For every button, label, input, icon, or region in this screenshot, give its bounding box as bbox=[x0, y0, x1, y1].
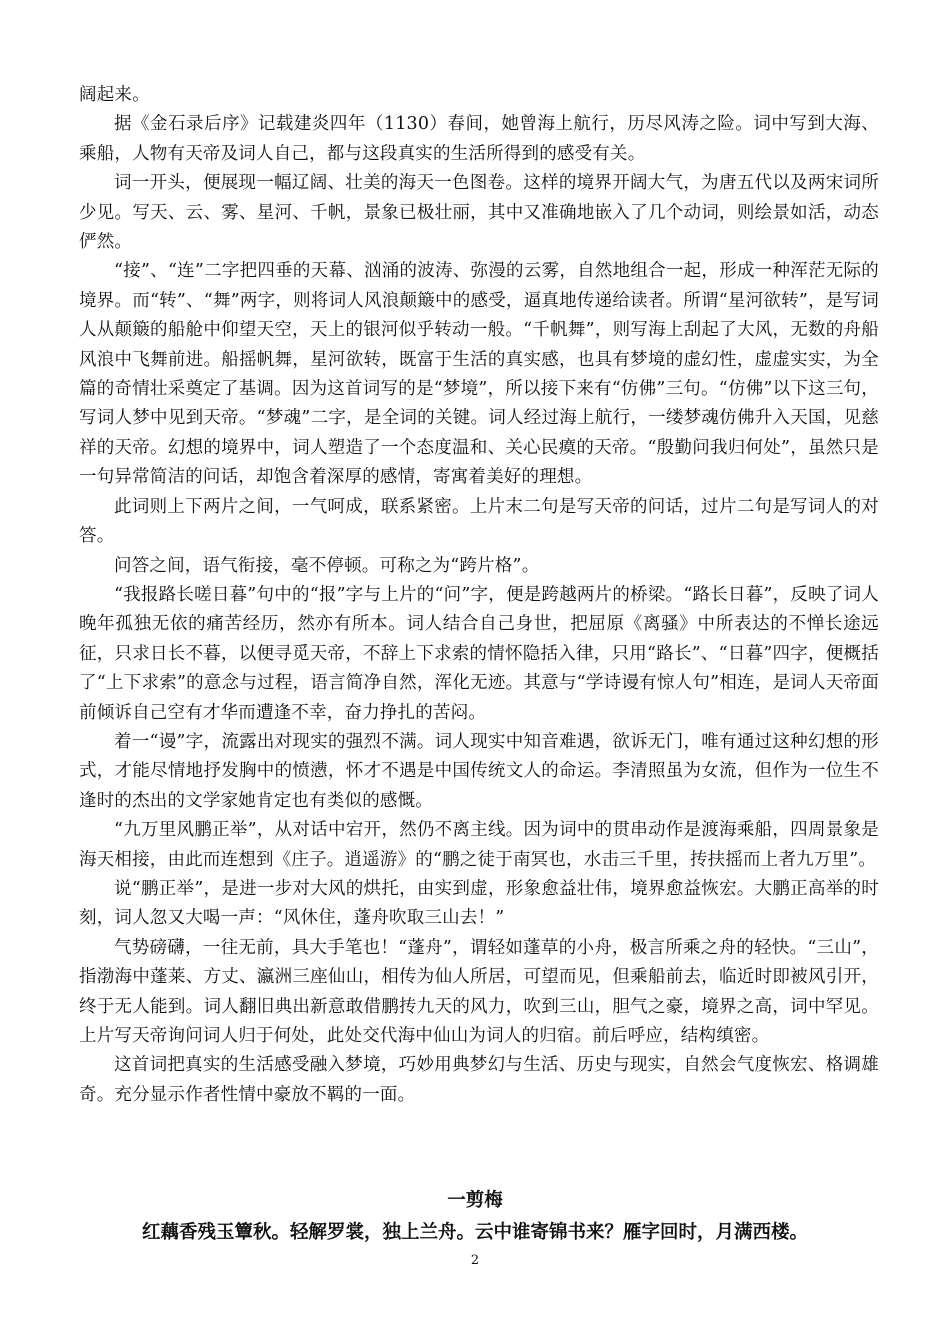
paragraph-two-halves: 此词则上下两片之间，一气呵成，联系紧密。上片末二句是写天帝的问话，过片二句是写词人的对答。 bbox=[79, 496, 879, 547]
paragraph-opening: 词一开头，便展现一幅辽阔、壮美的海天一色图卷。这样的境界开阔大气，为唐五代以及两宋词所少见。写天、云、雾、星河、千帆，景象已极壮丽，其中又准确地嵌入了几个动词，则绘景如活，动态俨然。 bbox=[79, 173, 879, 253]
paragraph-lu-chang: “我报路长嗟日暮”句中的“报”字与上片的“问”字，便是跨越两片的桥梁。“路长日暮”，反映了词人晚年孤独无依的痛苦经历，然亦有所本。词人结合自己身世，把屈原《离骚》中所表达的不惮长途远征，只求日长不暮，以便寻觅天帝，不辞上下求索的情怀隐括入律，只用“路长”、“日暮”四字，便概括了“上下求索”的意念与过程，语言简净自然，浑化无迹。其意与“学诗谩有惊人句”相连，是词人天帝面前倾诉自己空有才华而遭逢不幸，奋力挣扎的苦闷。 bbox=[79, 584, 879, 723]
poem-title: 一剪梅 bbox=[447, 1190, 503, 1211]
page-number: 2 bbox=[470, 1253, 480, 1268]
paragraph-man: 着一“谩”字，流露出对现实的强烈不满。词人现实中知音难遇，欲诉无门，唯有通过这种幻想的形式，才能尽情地抒发胸中的愤懑，怀才不遇是中国传统文人的命运。李清照虽为女流，但作为一位生不逢时的杰出的文学家她肯定也有类似的感慨。 bbox=[79, 731, 879, 811]
paragraph-conclusion: 这首词把真实的生活感受融入梦境，巧妙用典梦幻与生活、历史与现实，自然会气度恢宏、格调雄奇。充分显示作者性情中豪放不羁的一面。 bbox=[79, 1055, 879, 1105]
paragraph-jinshilu: 据《金石录后序》记载建炎四年（1130）春间，她曾海上航行，历尽风涛之险。词中写到大海、乘船，人物有天帝及词人自己，都与这段真实的生活所得到的感受有关。 bbox=[79, 114, 879, 164]
document-body bbox=[79, 81, 879, 1110]
paragraph-jie-lian: “接”、“连”二字把四垂的天幕、汹涌的波涛、弥漫的云雾，自然地组合一起，形成一种浑茫无际的境界。而“转”、“舞”两字，则将词人风浪颠簸中的感受，逼真地传递给读者。所谓“星河欲转”，是写词人从颠簸的船舱中仰望天空，天上的银河似乎转动一般。“千帆舞”，则写海上刮起了大风，无数的舟船风浪中飞舞前进。船摇帆舞，星河欲转，既富于生活的真实感，也具有梦境的虚幻性，虚虚实实，为全篇的奇情壮采奠定了基调。因为这首词写的是“梦境”，所以接下来有“仿佛”三句。“仿佛”以下这三句，写词人梦中见到天帝。“梦魂”二字，是全词的关键。词人经过海上航行，一缕梦魂仿佛升入天国，见慈祥的天帝。幻想的境界中，词人塑造了一个态度温和、关心民瘼的天帝。“殷勤问我归何处”，虽然只是一句异常简洁的问话，却饱含着深厚的感情，寄寓着美好的理想。 bbox=[79, 261, 879, 488]
paragraph-kuapiange: 问答之间，语气衔接，毫不停顿。可称之为“跨片格”。 bbox=[114, 555, 540, 576]
paragraph-continuation: 阔起来。 bbox=[79, 85, 150, 105]
paragraph-san-shan: 气势磅礴，一往无前，具大手笔也！“蓬舟”，谓轻如蓬草的小舟，极言所乘之舟的轻快。“三山”，指渤海中蓬莱、方丈、瀛洲三座仙山，相传为仙人所居，可望而见，但乘船前去，临近时即被风引开，终于无人能到。词人翻旧典出新意敢借鹏抟九天的风力，吹到三山，胆气之豪，境界之高，词中罕见。上片写天帝询问词人归于何处，此处交代海中仙山为词人的归宿。前后呼应，结构缜密。 bbox=[79, 937, 879, 1046]
paragraph-peng-zheng-ju: 说“鹏正举”，是进一步对大风的烘托，由实到虚，形象愈益壮伟，境界愈益恢宏。大鹏正高举的时刻，词人忽又大喝一声：“风休住，蓬舟吹取三山去！” bbox=[79, 878, 879, 929]
paragraph-jiuwanli: “九万里风鹏正举”，从对话中宕开，然仍不离主线。因为词中的贯串动作是渡海乘船，四周景象是海天相接，由此而连想到《庄子。逍遥游》的“鹏之徒于南冥也，水击三千里，抟扶摇而上者九万里”。 bbox=[79, 820, 879, 870]
poem-first-stanza: 红藕香残玉簟秋。轻解罗裳，独上兰舟。云中谁寄锦书来？雁字回时，月满西楼。 bbox=[141, 1222, 808, 1243]
